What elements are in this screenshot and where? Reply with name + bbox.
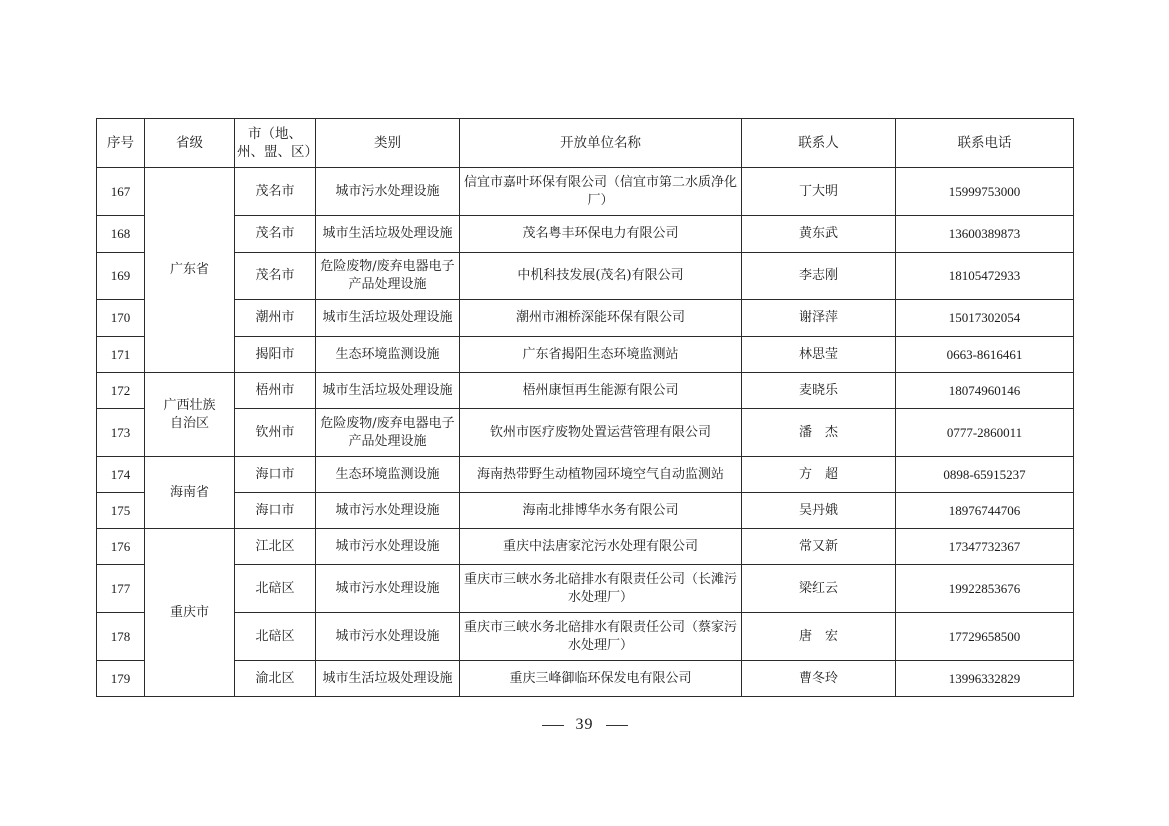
dash-left bbox=[542, 725, 564, 726]
cell-no: 177 bbox=[97, 565, 145, 613]
header-unit: 开放单位名称 bbox=[460, 119, 742, 168]
table-row bbox=[97, 337, 1074, 373]
cell-phone: 0663-8616461 bbox=[896, 337, 1074, 373]
cell-city: 海口市 bbox=[235, 493, 316, 529]
cell-city: 北碚区 bbox=[235, 613, 316, 661]
cell-category: 城市污水处理设施 bbox=[316, 493, 460, 529]
cell-contact: 丁大明 bbox=[742, 168, 896, 216]
cell-phone: 15017302054 bbox=[896, 300, 1074, 337]
table-row bbox=[97, 529, 1074, 565]
cell-city: 渝北区 bbox=[235, 661, 316, 697]
cell-province: 广西壮族自治区 bbox=[145, 373, 235, 457]
table-row bbox=[97, 493, 1074, 529]
dash-right bbox=[606, 725, 628, 726]
header-category: 类别 bbox=[316, 119, 460, 168]
cell-city: 江北区 bbox=[235, 529, 316, 565]
cell-unit: 茂名粤丰环保电力有限公司 bbox=[460, 216, 742, 253]
cell-category: 城市污水处理设施 bbox=[316, 613, 460, 661]
cell-province: 重庆市 bbox=[145, 529, 235, 697]
cell-unit: 重庆中法唐家沱污水处理有限公司 bbox=[460, 529, 742, 565]
cell-category: 城市污水处理设施 bbox=[316, 168, 460, 216]
cell-phone: 18074960146 bbox=[896, 373, 1074, 409]
cell-city: 钦州市 bbox=[235, 409, 316, 457]
header-contact: 联系人 bbox=[742, 119, 896, 168]
header-city: 市（地、州、盟、区） bbox=[235, 119, 316, 168]
cell-no: 169 bbox=[97, 253, 145, 300]
cell-category: 城市生活垃圾处理设施 bbox=[316, 661, 460, 697]
cell-no: 168 bbox=[97, 216, 145, 253]
cell-no: 178 bbox=[97, 613, 145, 661]
cell-phone: 17347732367 bbox=[896, 529, 1074, 565]
cell-no: 174 bbox=[97, 457, 145, 493]
cell-category: 危险废物/废弃电器电子产品处理设施 bbox=[316, 253, 460, 300]
table-row bbox=[97, 613, 1074, 661]
cell-category: 城市污水处理设施 bbox=[316, 529, 460, 565]
cell-category: 危险废物/废弃电器电子产品处理设施 bbox=[316, 409, 460, 457]
table-row bbox=[97, 661, 1074, 697]
cell-no: 171 bbox=[97, 337, 145, 373]
cell-no: 170 bbox=[97, 300, 145, 337]
cell-contact: 方 超 bbox=[742, 457, 896, 493]
cell-no: 175 bbox=[97, 493, 145, 529]
cell-unit: 信宜市嘉叶环保有限公司（信宜市第二水质净化厂） bbox=[460, 168, 742, 216]
cell-city: 潮州市 bbox=[235, 300, 316, 337]
cell-contact: 唐 宏 bbox=[742, 613, 896, 661]
cell-unit: 重庆市三峡水务北碚排水有限责任公司（蔡家污水处理厂） bbox=[460, 613, 742, 661]
cell-contact: 潘 杰 bbox=[742, 409, 896, 457]
cell-phone: 0898-65915237 bbox=[896, 457, 1074, 493]
header-no: 序号 bbox=[97, 119, 145, 168]
cell-contact: 麦晓乐 bbox=[742, 373, 896, 409]
cell-city: 揭阳市 bbox=[235, 337, 316, 373]
page-footer bbox=[0, 716, 1169, 734]
cell-contact: 谢泽萍 bbox=[742, 300, 896, 337]
cell-phone: 18105472933 bbox=[896, 253, 1074, 300]
table-row bbox=[97, 565, 1074, 613]
cell-phone: 13996332829 bbox=[896, 661, 1074, 697]
cell-phone: 13600389873 bbox=[896, 216, 1074, 253]
cell-contact: 黄东武 bbox=[742, 216, 896, 253]
cell-category: 城市生活垃圾处理设施 bbox=[316, 216, 460, 253]
cell-province: 海南省 bbox=[145, 457, 235, 529]
cell-contact: 吴丹娥 bbox=[742, 493, 896, 529]
cell-unit: 潮州市湘桥深能环保有限公司 bbox=[460, 300, 742, 337]
cell-category: 城市污水处理设施 bbox=[316, 565, 460, 613]
cell-city: 海口市 bbox=[235, 457, 316, 493]
cell-no: 173 bbox=[97, 409, 145, 457]
table-row bbox=[97, 457, 1074, 493]
cell-phone: 15999753000 bbox=[896, 168, 1074, 216]
cell-city: 梧州市 bbox=[235, 373, 316, 409]
cell-contact: 常又新 bbox=[742, 529, 896, 565]
cell-contact: 梁红云 bbox=[742, 565, 896, 613]
cell-category: 生态环境监测设施 bbox=[316, 337, 460, 373]
cell-unit: 钦州市医疗废物处置运营管理有限公司 bbox=[460, 409, 742, 457]
cell-category: 城市生活垃圾处理设施 bbox=[316, 373, 460, 409]
cell-unit: 梧州康恒再生能源有限公司 bbox=[460, 373, 742, 409]
table-row bbox=[97, 216, 1074, 253]
cell-no: 176 bbox=[97, 529, 145, 565]
table-row bbox=[97, 168, 1074, 216]
table-header-row bbox=[97, 119, 1074, 168]
cell-category: 生态环境监测设施 bbox=[316, 457, 460, 493]
table-row bbox=[97, 409, 1074, 457]
cell-no: 179 bbox=[97, 661, 145, 697]
cell-contact: 林思莹 bbox=[742, 337, 896, 373]
cell-city: 茂名市 bbox=[235, 253, 316, 300]
cell-no: 167 bbox=[97, 168, 145, 216]
cell-city: 北碚区 bbox=[235, 565, 316, 613]
cell-phone: 18976744706 bbox=[896, 493, 1074, 529]
cell-unit: 中机科技发展(茂名)有限公司 bbox=[460, 253, 742, 300]
cell-unit: 海南热带野生动植物园环境空气自动监测站 bbox=[460, 457, 742, 493]
table-row bbox=[97, 253, 1074, 300]
table-row bbox=[97, 373, 1074, 409]
cell-no: 172 bbox=[97, 373, 145, 409]
cell-phone: 0777-2860011 bbox=[896, 409, 1074, 457]
cell-province: 广东省 bbox=[145, 168, 235, 373]
cell-phone: 17729658500 bbox=[896, 613, 1074, 661]
cell-city: 茂名市 bbox=[235, 216, 316, 253]
cell-contact: 曹冬玲 bbox=[742, 661, 896, 697]
cell-contact: 李志刚 bbox=[742, 253, 896, 300]
cell-unit: 海南北排博华水务有限公司 bbox=[460, 493, 742, 529]
cell-unit: 重庆三峰御临环保发电有限公司 bbox=[460, 661, 742, 697]
cell-phone: 19922853676 bbox=[896, 565, 1074, 613]
page-number: 39 bbox=[575, 716, 594, 733]
facility-table bbox=[96, 118, 1074, 697]
cell-unit: 重庆市三峡水务北碚排水有限责任公司（长滩污水处理厂） bbox=[460, 565, 742, 613]
cell-unit: 广东省揭阳生态环境监测站 bbox=[460, 337, 742, 373]
cell-city: 茂名市 bbox=[235, 168, 316, 216]
header-province: 省级 bbox=[145, 119, 235, 168]
table-row bbox=[97, 300, 1074, 337]
cell-category: 城市生活垃圾处理设施 bbox=[316, 300, 460, 337]
header-phone: 联系电话 bbox=[896, 119, 1074, 168]
